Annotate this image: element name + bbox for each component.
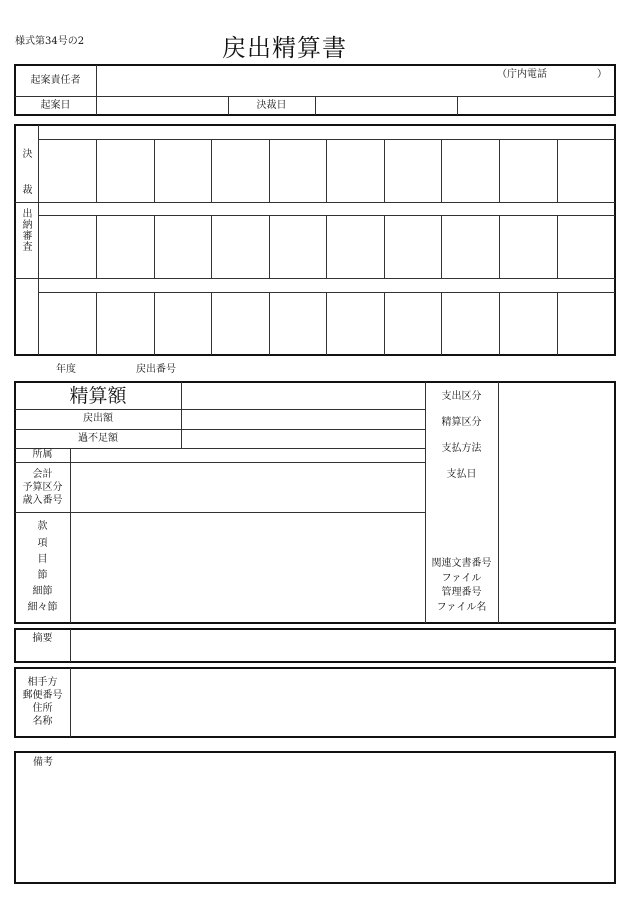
file-label: ファイル [441,573,482,584]
party-field[interactable] [72,669,614,736]
payment-method-label: 支払方法 [441,443,482,454]
refund-number-label: 戻出番号 [136,364,176,375]
originator-field[interactable] [98,66,493,94]
summary-label: 摘要 [32,633,53,644]
related-doc-number-label: 関連文書番号 [431,558,492,569]
name-label: 名称 [32,716,53,727]
saisetsu-label: 細節 [32,586,53,597]
decision-date-label: 決裁日 [256,100,287,111]
settlement-amount-field[interactable] [183,383,424,408]
summary-field[interactable] [72,630,614,661]
settlement-amount-label: 精算額 [69,385,127,407]
phone-label: （庁内電話 ） [497,69,607,80]
department-label: 所属 [32,449,53,460]
remarks-field[interactable] [16,772,614,882]
saisaisetsu-label: 細々節 [27,602,58,613]
account-label: 会計 [32,469,53,480]
setsu-label: 節 [37,570,48,581]
refund-amount-label: 戻出額 [83,413,113,424]
page-title: 戻出精算書 [222,34,347,62]
kou-label: 項 [37,538,48,549]
kessai-label: 決 裁 [20,148,31,202]
budget-field[interactable] [72,514,424,622]
revenue-number-label: 歳入番号 [22,495,63,506]
department-field[interactable] [72,450,424,461]
payment-date-label: 支払日 [446,469,477,480]
account-field[interactable] [72,464,424,511]
management-number-label: 管理番号 [441,587,482,598]
surplus-deficit-label: 過不足額 [78,433,118,444]
draft-date-label: 起案日 [40,100,71,111]
refund-amount-field[interactable] [183,411,424,428]
party-label: 相手方 [27,677,58,688]
decision-date-field[interactable] [317,98,455,114]
approval-grid [14,124,616,356]
payment-info-field[interactable] [500,383,614,622]
fiscal-year-label: 年度 [56,364,76,375]
kan-label: 款 [37,521,48,532]
postal-code-label: 郵便番号 [22,690,63,701]
originator-label: 起案責任者 [30,75,81,86]
draft-date-field[interactable] [98,98,226,114]
form-number: 様式第34号の2 [15,36,85,47]
remarks-label: 備考 [33,757,53,768]
settlement-category-label: 精算区分 [441,417,482,428]
suito-label: 出納審査 [20,208,31,252]
address-label: 住所 [32,703,53,714]
surplus-deficit-field[interactable] [183,431,424,448]
file-name-label: ファイル名 [436,602,487,613]
payment-category-label: 支出区分 [441,391,482,402]
budget-category-label: 予算区分 [22,482,63,493]
moku-label: 目 [37,554,48,565]
